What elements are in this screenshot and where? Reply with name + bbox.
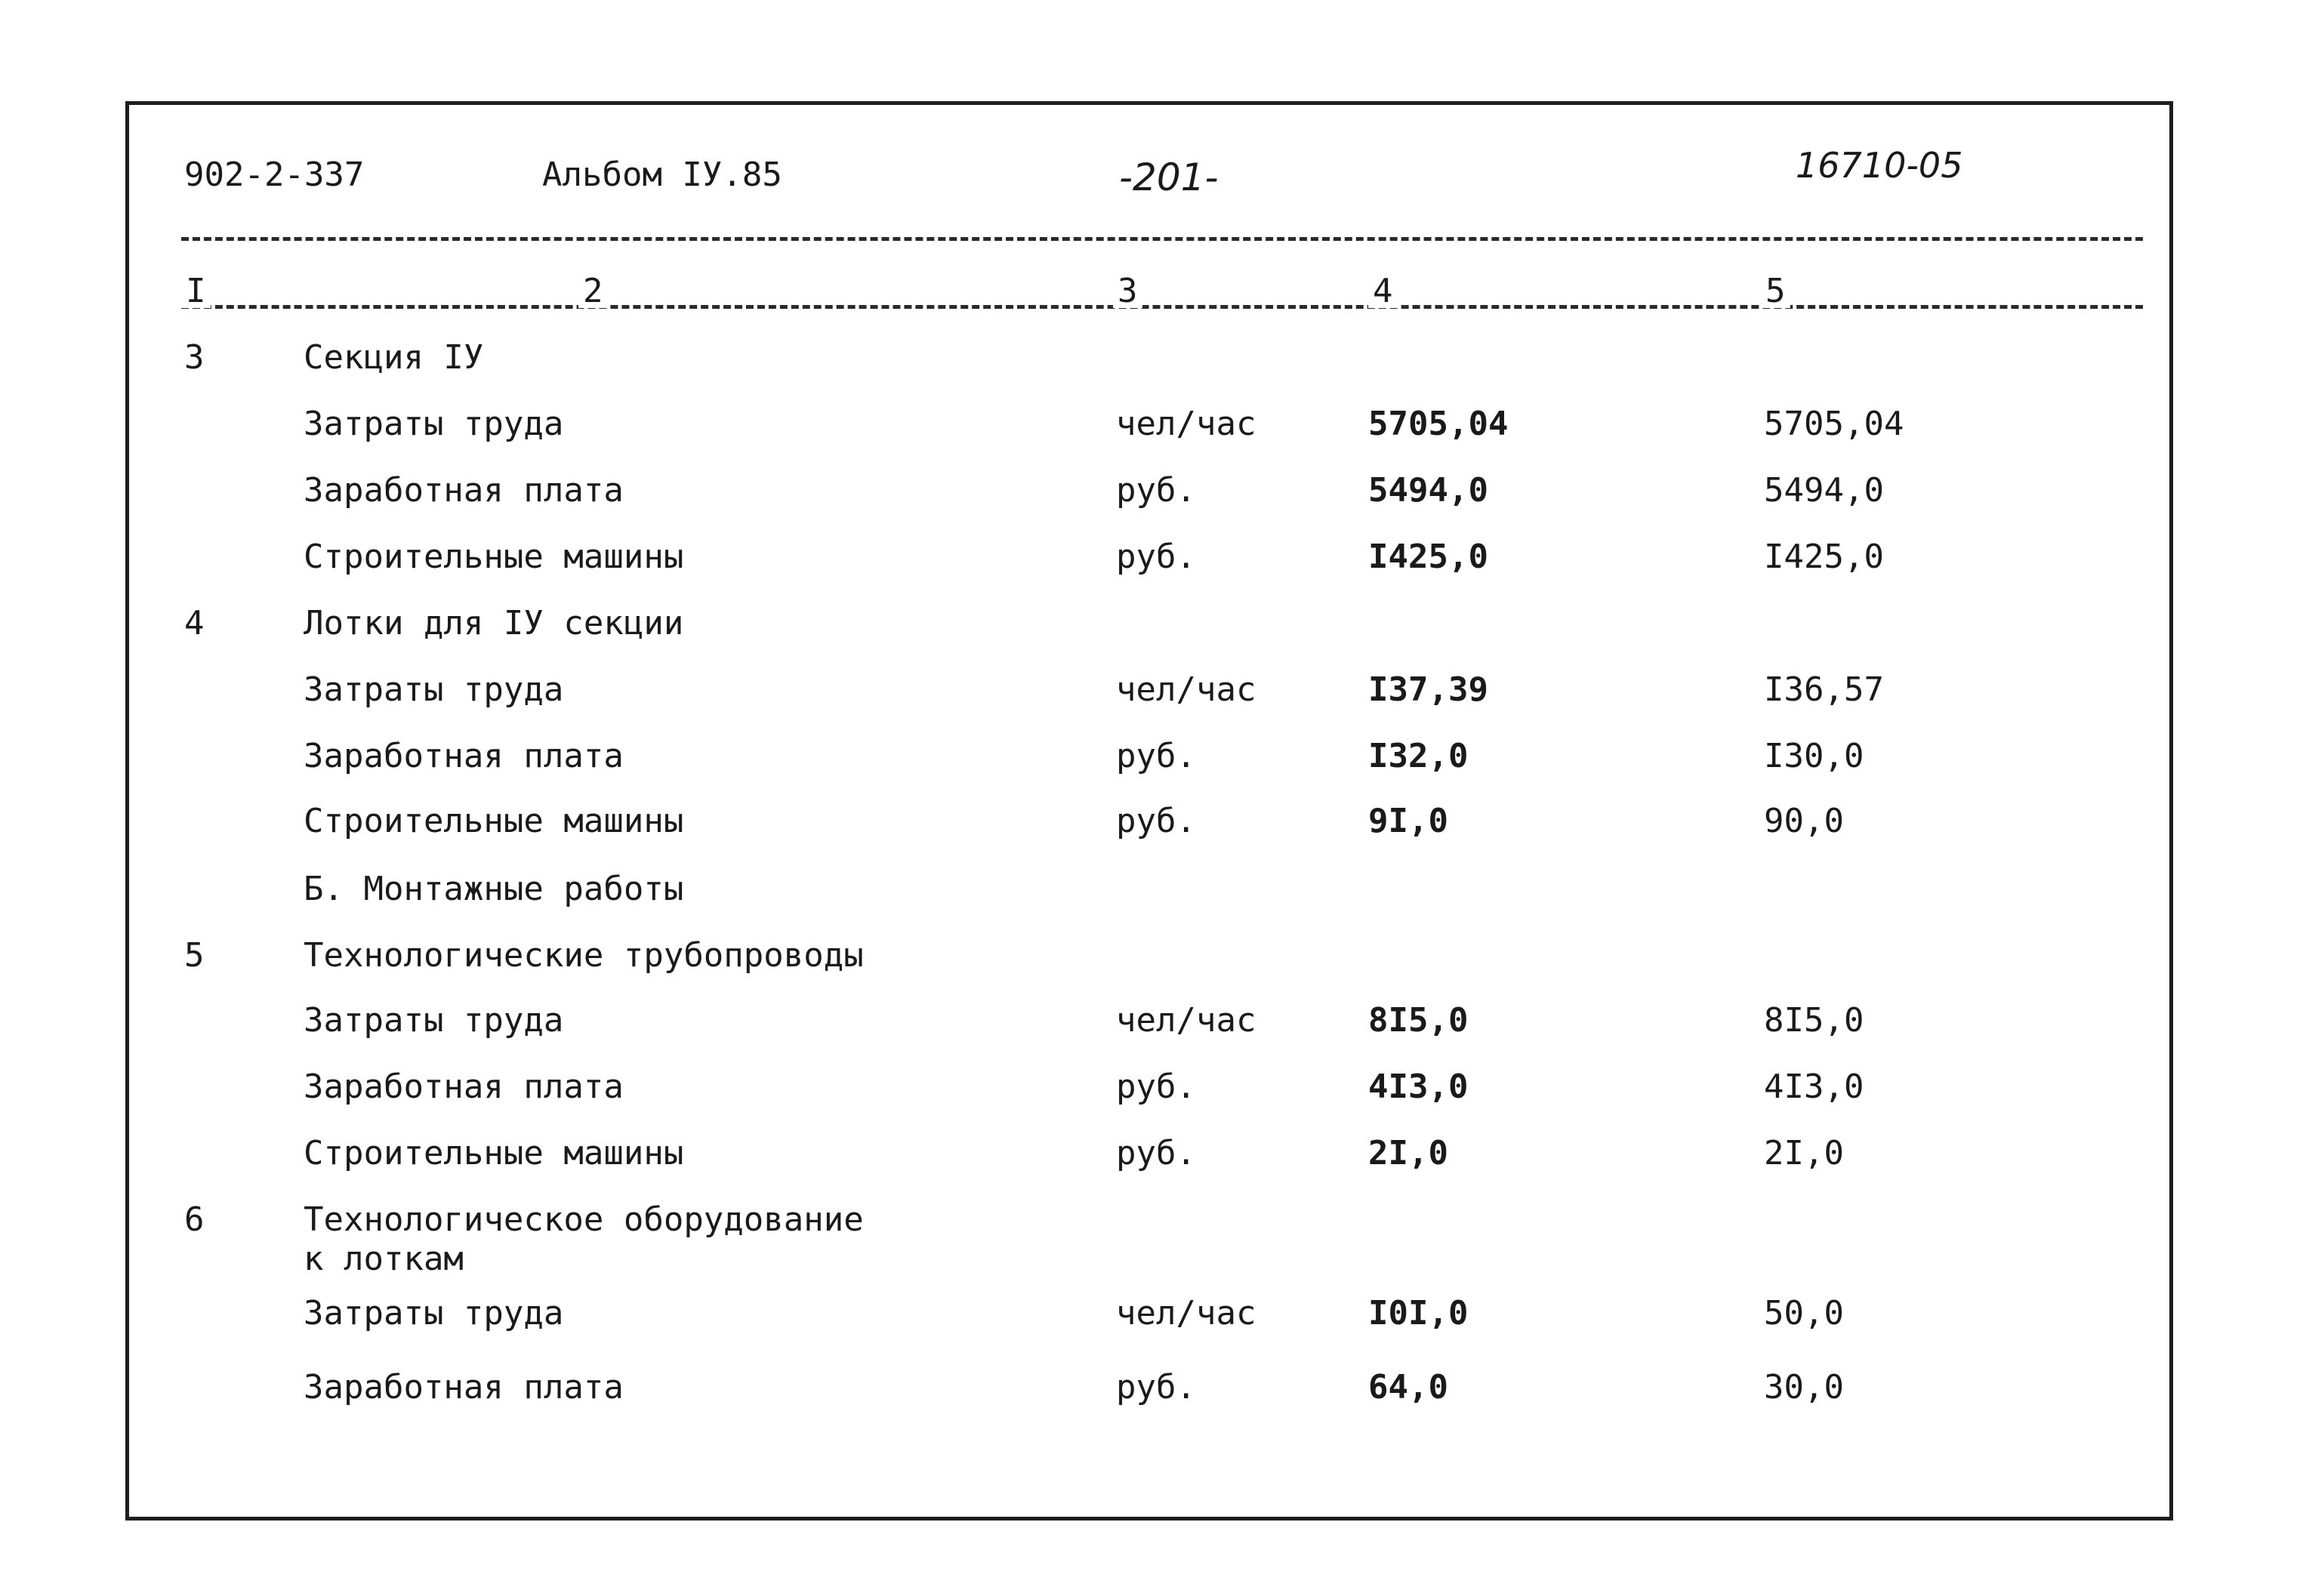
row-name: Затраты труда bbox=[304, 405, 564, 443]
row-value-col4: 2I,0 bbox=[1368, 1134, 1448, 1172]
table-row bbox=[0, 870, 2300, 918]
row-value-col5: I30,0 bbox=[1764, 737, 1864, 775]
table-row bbox=[0, 1368, 2300, 1416]
row-name-continuation: к лоткам bbox=[304, 1240, 464, 1278]
row-value-col5: I36,57 bbox=[1764, 670, 1884, 709]
row-name: Лотки для IУ секции bbox=[304, 604, 684, 642]
row-value-col4: 64,0 bbox=[1368, 1368, 1448, 1407]
row-number: 6 bbox=[184, 1200, 205, 1239]
row-name: Б. Монтажные работы bbox=[304, 870, 684, 908]
row-value-col5: 5494,0 bbox=[1764, 471, 1884, 510]
row-value-col4: 5494,0 bbox=[1368, 471, 1488, 510]
row-value-col4: 8I5,0 bbox=[1368, 1001, 1469, 1040]
row-unit: руб. bbox=[1116, 538, 1196, 576]
column-number-2: 2 bbox=[578, 275, 608, 308]
row-name: Заработная плата bbox=[304, 1368, 624, 1407]
row-value-col4: I0I,0 bbox=[1368, 1294, 1469, 1333]
row-name: Затраты труда bbox=[304, 1001, 564, 1040]
row-value-col4: I32,0 bbox=[1368, 737, 1469, 775]
row-value-col5: 5705,04 bbox=[1764, 405, 1904, 443]
row-value-col5: 8I5,0 bbox=[1764, 1001, 1864, 1040]
column-number-5: 5 bbox=[1761, 275, 1790, 308]
album-label: Альбом IУ.85 bbox=[542, 156, 782, 194]
row-number: 3 bbox=[184, 338, 205, 377]
row-number: 4 bbox=[184, 604, 205, 642]
document-code: 902-2-337 bbox=[184, 156, 365, 194]
column-number-1: I bbox=[181, 275, 211, 308]
reference-number: 16710-05 bbox=[1796, 145, 1963, 186]
row-name: Секция IУ bbox=[304, 338, 484, 377]
row-name: Технологические трубопроводы bbox=[304, 936, 864, 975]
row-value-col5: 90,0 bbox=[1764, 802, 1844, 840]
row-value-col4: I425,0 bbox=[1368, 538, 1488, 576]
table-row bbox=[0, 1001, 2300, 1049]
row-name: Технологическое оборудование bbox=[304, 1200, 864, 1239]
row-unit: руб. bbox=[1116, 1068, 1196, 1106]
column-number-3: 3 bbox=[1113, 275, 1142, 308]
table-row bbox=[0, 538, 2300, 586]
row-value-col5: 50,0 bbox=[1764, 1294, 1844, 1333]
row-name: Затраты труда bbox=[304, 1294, 564, 1333]
row-unit: руб. bbox=[1116, 1134, 1196, 1172]
table-row bbox=[0, 405, 2300, 453]
row-unit: руб. bbox=[1116, 737, 1196, 775]
header-divider bbox=[181, 237, 2143, 241]
table-row bbox=[0, 1294, 2300, 1342]
row-number: 5 bbox=[184, 936, 205, 975]
row-value-col4: 5705,04 bbox=[1368, 405, 1509, 443]
row-name: Строительные машины bbox=[304, 538, 684, 576]
table-row bbox=[0, 737, 2300, 785]
row-unit: руб. bbox=[1116, 1368, 1196, 1407]
row-unit: руб. bbox=[1116, 471, 1196, 510]
row-name: Строительные машины bbox=[304, 802, 684, 840]
table-row bbox=[0, 604, 2300, 652]
row-unit: чел/час bbox=[1116, 405, 1256, 443]
row-name: Затраты труда bbox=[304, 670, 564, 709]
table-row bbox=[0, 1068, 2300, 1116]
row-name: Заработная плата bbox=[304, 1068, 624, 1106]
row-name: Заработная плата bbox=[304, 471, 624, 510]
page-number: -201- bbox=[1119, 156, 1219, 199]
row-name: Строительные машины bbox=[304, 1134, 684, 1172]
row-value-col4: I37,39 bbox=[1368, 670, 1488, 709]
table-row bbox=[0, 936, 2300, 984]
row-value-col5: 4I3,0 bbox=[1764, 1068, 1864, 1106]
row-value-col5: I425,0 bbox=[1764, 538, 1884, 576]
row-unit: чел/час bbox=[1116, 670, 1256, 709]
table-row bbox=[0, 338, 2300, 387]
row-unit: чел/час bbox=[1116, 1294, 1256, 1333]
table-row bbox=[0, 1134, 2300, 1182]
column-header-divider bbox=[181, 305, 2143, 309]
row-unit: чел/час bbox=[1116, 1001, 1256, 1040]
row-name: Заработная плата bbox=[304, 737, 624, 775]
row-value-col5: 30,0 bbox=[1764, 1368, 1844, 1407]
column-number-4: 4 bbox=[1368, 275, 1398, 308]
table-row bbox=[0, 1200, 2300, 1278]
row-value-col4: 9I,0 bbox=[1368, 802, 1448, 840]
row-value-col4: 4I3,0 bbox=[1368, 1068, 1469, 1106]
row-value-col5: 2I,0 bbox=[1764, 1134, 1844, 1172]
row-unit: руб. bbox=[1116, 802, 1196, 840]
table-row bbox=[0, 802, 2300, 850]
table-row bbox=[0, 670, 2300, 719]
table-row bbox=[0, 471, 2300, 519]
